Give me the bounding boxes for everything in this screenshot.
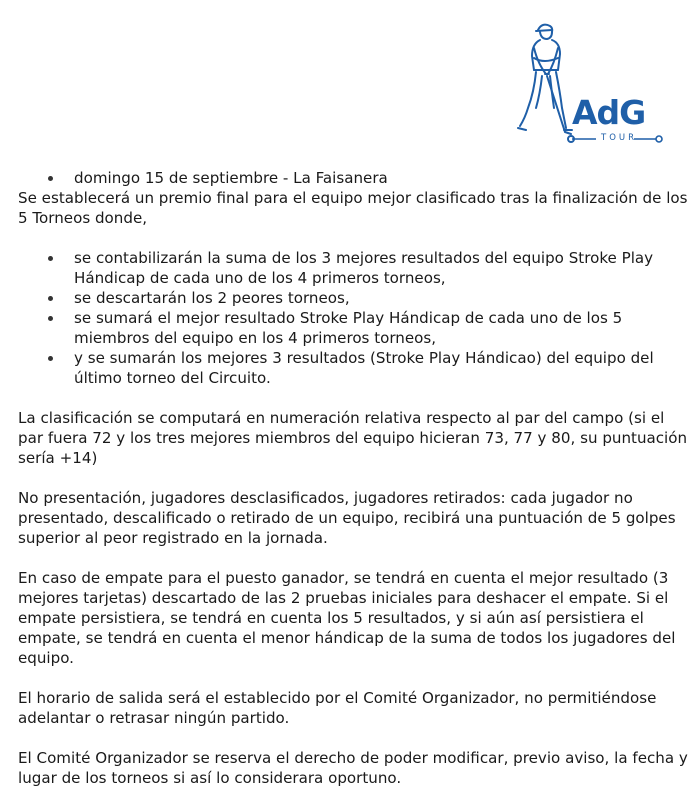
list-item: se sumará el mejor resultado Stroke Play Hándicap de cada uno de los 5 miembros del equipo en los 4 primeros torneos, [18, 308, 688, 348]
tiebreak-paragraph: En caso de empate para el puesto ganador, se tendrá en cuenta el mejor resultado (3 mejores tarjetas) descartado de las 2 pruebas iniciales para deshacer el empate. Si el empate persistiera, se tendrá en cuenta los 5 resultados, y si aún así persistiera el empate, se tendrá en cuenta el menor hándicap de la suma de todos los jugadores del equipo. [18, 569, 676, 667]
tee-time-paragraph: El horario de salida será el establecido por el Comité Organizador, no permitiéndose adelantar o retrasar ningún partido. [18, 689, 657, 727]
scoring-paragraph: La clasificación se computará en numeración relativa respecto al par del campo (si el par fuera 72 y los tres mejores miembros del equipo hicieran 73, 77 y 80, su puntuación sería +14) [18, 409, 688, 467]
committee-paragraph: El Comité Organizador se reserva el derecho de poder modificar, previo aviso, la fecha y lugar de los torneos si así lo considerara oportuno. [18, 749, 688, 787]
golfer-logo-icon [510, 18, 670, 156]
list-item: se descartarán los 2 peores torneos, [18, 288, 688, 308]
list-item: se contabilizarán la suma de los 3 mejores resultados del equipo Stroke Play Hándicap de cada uno de los 4 primeros torneos, [18, 248, 688, 288]
bullet-icon [48, 256, 53, 261]
intro-paragraph: Se establecerá un premio final para el equipo mejor clasificado tras la finalización de los 5 Torneos donde, [18, 189, 688, 227]
date-list [18, 168, 688, 188]
bullet-icon [48, 356, 53, 361]
document-body [18, 168, 688, 788]
bullet-icon [48, 296, 53, 301]
rules-list [18, 248, 688, 388]
brand-name: AdG [572, 93, 646, 132]
brand-subtitle: TOUR [601, 133, 638, 143]
bullet-icon [48, 176, 53, 181]
list-item: y se sumarán los mejores 3 resultados (Stroke Play Hándicao) del equipo del último torneo del Circuito. [18, 348, 688, 388]
list-item: domingo 15 de septiembre - La Faisanera [18, 168, 688, 188]
no-show-paragraph: No presentación, jugadores desclasificados, jugadores retirados: cada jugador no presentado, descalificado o retirado de un equipo, recibirá una puntuación de 5 golpes superior al peor registrado en la jornada. [18, 489, 676, 547]
bullet-icon [48, 316, 53, 321]
